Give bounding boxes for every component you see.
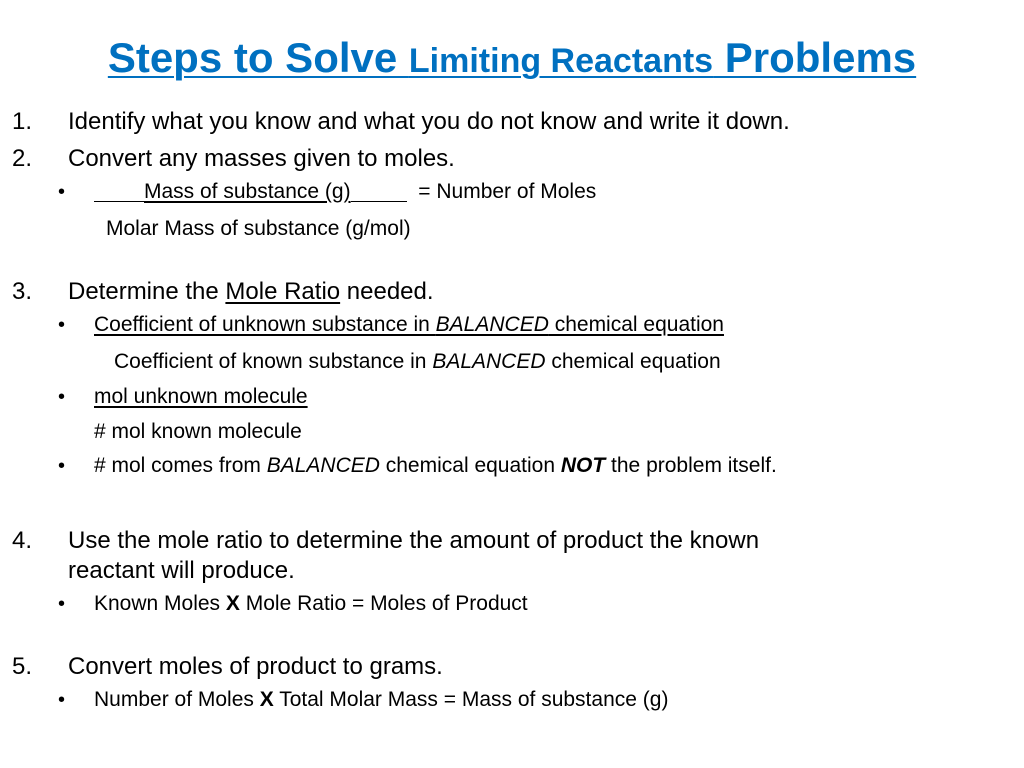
- bullet-icon: •: [58, 593, 66, 615]
- ratio-2-numerator: mol unknown molecule: [94, 385, 308, 408]
- ratio-1-den-a: Coefficient of known substance in: [114, 350, 433, 373]
- ratio-1-num-a: Coefficient of unknown substance in: [94, 313, 436, 336]
- ratio-1-num-b: BALANCED: [435, 313, 549, 336]
- fraction-bar: [351, 200, 407, 202]
- note-balanced: BALANCED: [266, 454, 380, 477]
- note-c: chemical equation: [379, 454, 561, 477]
- ratio-1-numerator: [94, 313, 724, 337]
- multiply-sign: X: [225, 592, 240, 615]
- ratio-1-num-c: chemical equation: [548, 313, 724, 336]
- step-3-text-before: Determine the: [68, 278, 226, 305]
- note-not: NOT: [560, 454, 606, 477]
- step-4-line-2: reactant will produce.: [68, 557, 295, 584]
- formula-denominator: Molar Mass of substance (g/mol): [106, 217, 411, 240]
- step-1-text: Identify what you know and what you do not know and write it down.: [68, 108, 790, 135]
- title-part-2: Limiting Reactants: [408, 42, 714, 80]
- step-5-bullet-a: Number of Moles: [94, 688, 260, 711]
- ratio-1-den-c: chemical equation: [545, 350, 721, 373]
- multiply-sign: X: [259, 688, 274, 711]
- step-5-bullet: [94, 688, 668, 712]
- step-4-bullet-a: Known Moles: [94, 592, 226, 615]
- formula-numerator: Mass of substance (g): [144, 180, 351, 203]
- step-4-bullet: [94, 592, 528, 616]
- fraction-bar: [94, 200, 144, 202]
- bullet-icon: •: [58, 314, 66, 336]
- step-5-text: Convert moles of product to grams.: [68, 653, 443, 680]
- slide-title: [0, 34, 1024, 82]
- ratio-2-denominator: # mol known molecule: [94, 420, 302, 443]
- mole-ratio-term: Mole Ratio: [225, 278, 341, 305]
- bullet-icon: •: [58, 386, 66, 408]
- step-3-text-after: needed.: [340, 278, 434, 305]
- mass-to-moles-formula: [94, 180, 596, 204]
- step-2-number: 2.: [12, 145, 33, 172]
- step-2-text: Convert any masses given to moles.: [68, 145, 455, 172]
- title-part-1: Steps to Solve: [107, 34, 409, 81]
- step-3-text: [68, 278, 434, 306]
- step-5-bullet-c: Total Molar Mass = Mass of substance (g): [273, 688, 669, 711]
- note-e: the problem itself.: [605, 454, 777, 477]
- title-part-3: Problems: [713, 34, 917, 81]
- bullet-icon: •: [58, 689, 66, 711]
- step-4-line-1: Use the mole ratio to determine the amount of product the known: [68, 527, 760, 554]
- ratio-1-den-b: BALANCED: [432, 350, 546, 373]
- step-3-note: [94, 454, 777, 478]
- bullet-icon: •: [58, 181, 66, 203]
- step-1-number: 1.: [12, 108, 33, 135]
- step-5-number: 5.: [12, 653, 33, 680]
- ratio-1-denominator: [114, 350, 721, 374]
- formula-equals: = Number of Moles: [418, 180, 597, 203]
- step-4-bullet-c: Mole Ratio = Moles of Product: [239, 592, 528, 615]
- step-4-number: 4.: [12, 527, 33, 554]
- step-3-number: 3.: [12, 278, 33, 305]
- bullet-icon: •: [58, 455, 66, 477]
- note-a: # mol comes from: [94, 454, 267, 477]
